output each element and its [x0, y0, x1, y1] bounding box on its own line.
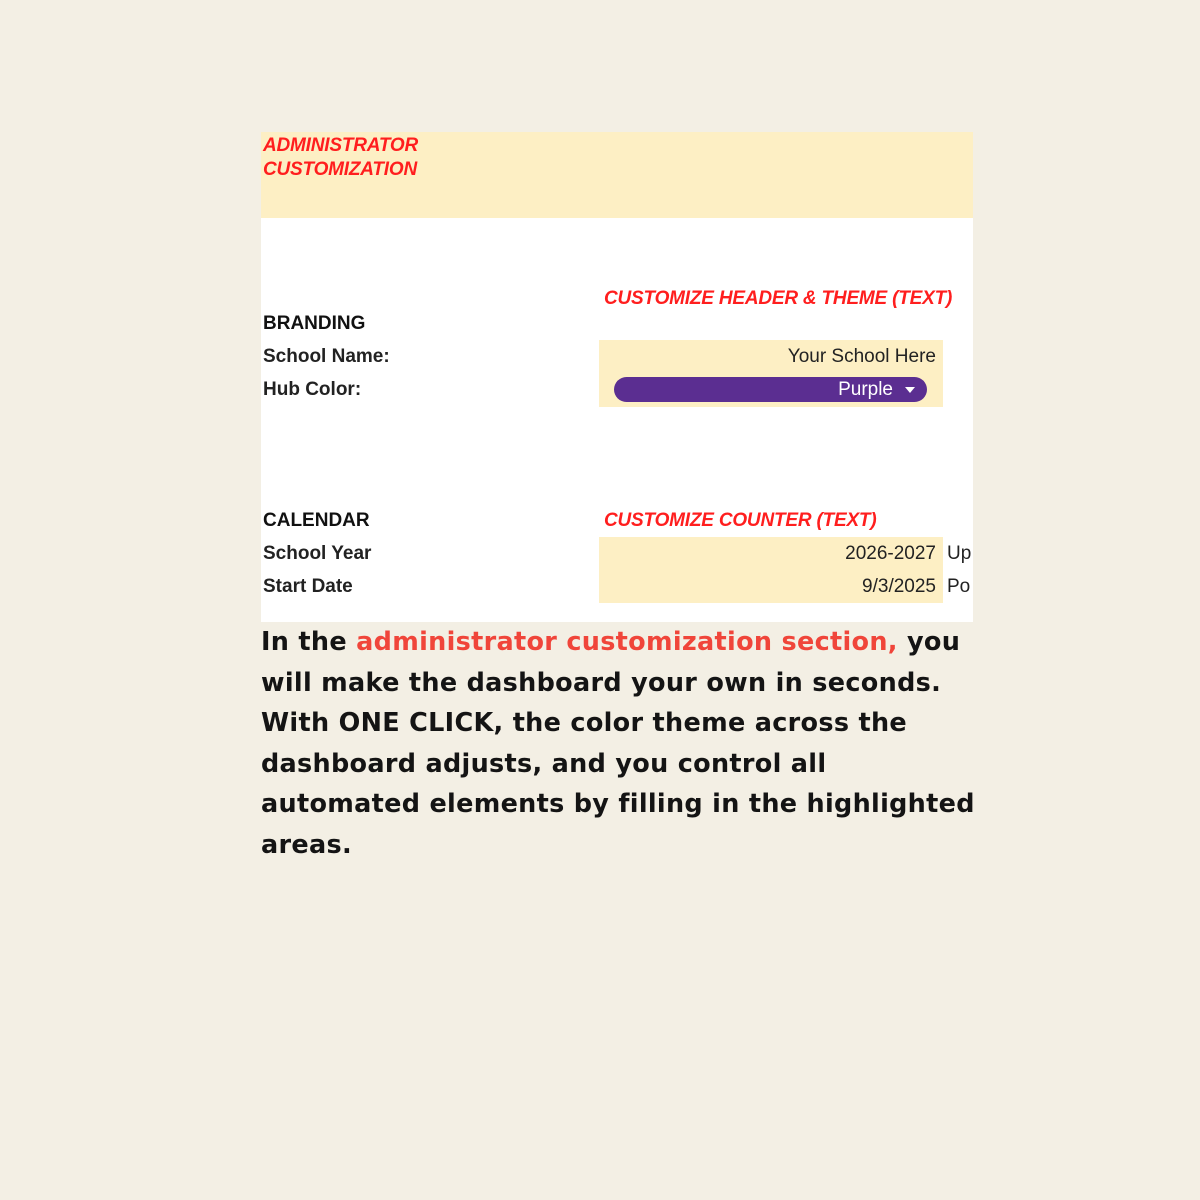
- school-year-label: School Year: [263, 543, 372, 564]
- school-year-adjacent-cell: Up: [947, 543, 972, 564]
- hub-color-label: Hub Color:: [263, 379, 362, 400]
- hub-color-dropdown[interactable]: [614, 377, 927, 402]
- description-highlight: administrator customization section,: [356, 627, 898, 657]
- school-year-field[interactable]: 2026-2027: [845, 543, 936, 564]
- description-prefix: In the: [261, 627, 357, 657]
- calendar-heading: CALENDAR: [263, 510, 370, 531]
- dropdown-arrow-icon: [905, 387, 915, 393]
- school-name-label: School Name:: [263, 346, 390, 367]
- hub-color-value: Purple: [838, 379, 893, 400]
- branding-heading: BRANDING: [263, 313, 366, 334]
- description-suffix: you will make the dashboard your own in seconds. With ONE CLICK, the color theme across the dashboard adjusts, and you control all automated elements by filling in the highlighted areas.: [261, 627, 975, 860]
- admin-header-band: [261, 132, 973, 218]
- spreadsheet-screenshot: [261, 132, 973, 622]
- branding-note: CUSTOMIZE HEADER & THEME (TEXT): [604, 288, 953, 309]
- start-date-adjacent-cell: Po: [947, 576, 971, 597]
- school-name-field[interactable]: Your School Here: [787, 346, 936, 367]
- start-date-label: Start Date: [263, 576, 353, 597]
- start-date-field[interactable]: 9/3/2025: [862, 576, 936, 597]
- calendar-note: CUSTOMIZE COUNTER (TEXT): [604, 510, 877, 531]
- admin-title: ADMINISTRATOR CUSTOMIZATION: [263, 135, 419, 180]
- description-paragraph: [261, 622, 981, 865]
